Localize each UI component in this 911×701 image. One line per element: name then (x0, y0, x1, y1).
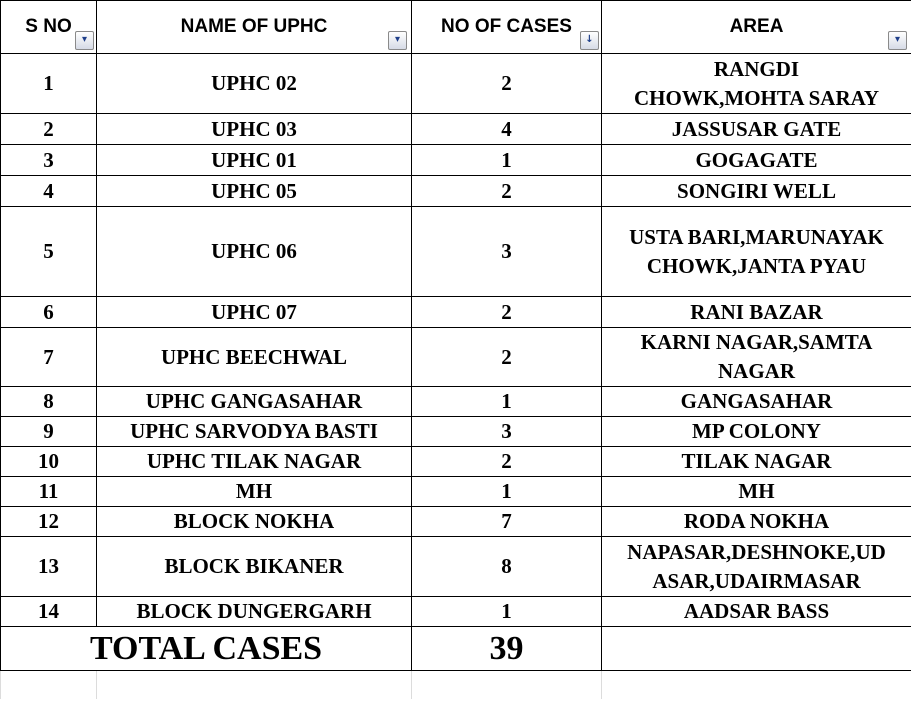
cell-area[interactable] (602, 176, 911, 207)
cell-cases[interactable]: 2 (412, 54, 602, 114)
area-line: MP COLONY (692, 419, 821, 443)
table-row (1, 176, 911, 207)
cell-cases[interactable]: 7 (412, 507, 602, 537)
area-line: RANI BAZAR (690, 299, 823, 324)
cell-cases[interactable]: 8 (412, 537, 602, 597)
cell-name[interactable]: UPHC 06 (97, 207, 412, 297)
chevron-down-icon: ▾ (894, 34, 901, 45)
table-row (1, 597, 911, 627)
header-area (602, 1, 911, 54)
area-line: AADSAR BASS (683, 599, 830, 623)
cell-name[interactable]: UPHC 02 (97, 54, 412, 114)
header-name (97, 1, 412, 54)
area-line: TILAK NAGAR (681, 449, 832, 473)
cell-cases[interactable]: 2 (412, 447, 602, 477)
table-row (1, 387, 911, 417)
cell-s-no[interactable]: 7 (1, 328, 97, 387)
area-line: RANGDI (713, 56, 800, 81)
header-cases-label: NO OF CASES (441, 16, 572, 37)
area-line: GOGAGATE (695, 147, 818, 172)
header-cases (412, 1, 602, 54)
cell-s-no[interactable]: 9 (1, 417, 97, 447)
cell-name[interactable]: UPHC TILAK NAGAR (97, 447, 412, 477)
table-row (1, 507, 911, 537)
cell-cases[interactable]: 2 (412, 176, 602, 207)
table-row (1, 54, 911, 114)
cell-area[interactable] (602, 207, 911, 297)
cell-area[interactable] (602, 114, 911, 145)
header-row (1, 1, 911, 54)
cell-cases[interactable]: 1 (412, 387, 602, 417)
cell-s-no[interactable]: 10 (1, 447, 97, 477)
cell-area[interactable] (602, 387, 911, 417)
area-line: GANGASAHAR (680, 389, 833, 413)
area-line: RODA NOKHA (683, 509, 830, 533)
area-line: CHOWK,JANTA PYAU (646, 253, 867, 278)
cell-cases[interactable]: 2 (412, 328, 602, 387)
cell-s-no[interactable]: 1 (1, 54, 97, 114)
empty-cell[interactable] (97, 671, 412, 699)
cell-cases[interactable]: 3 (412, 207, 602, 297)
cell-name[interactable]: UPHC 01 (97, 145, 412, 176)
header-s-no-label: S NO (25, 16, 72, 37)
filter-dropdown-s-no[interactable] (75, 31, 94, 50)
cell-s-no[interactable]: 6 (1, 297, 97, 328)
area-line: KARNI NAGAR,SAMTA (640, 330, 873, 354)
chevron-down-icon: ▾ (394, 34, 401, 45)
table-body (1, 54, 911, 699)
cell-s-no[interactable]: 12 (1, 507, 97, 537)
cell-area[interactable] (602, 297, 911, 328)
sort-filter-dropdown-cases[interactable] (580, 31, 599, 50)
cell-cases[interactable]: 1 (412, 477, 602, 507)
table-row (1, 145, 911, 176)
cell-area[interactable] (602, 54, 911, 114)
cell-name[interactable]: BLOCK DUNGERGARH (97, 597, 412, 627)
table-row (1, 297, 911, 328)
cell-name[interactable]: UPHC SARVODYA BASTI (97, 417, 412, 447)
header-s-no (1, 1, 97, 54)
table-row (1, 207, 911, 297)
area-line: USTA BARI,MARUNAYAK (629, 224, 884, 249)
cell-name[interactable]: UPHC 05 (97, 176, 412, 207)
cell-area[interactable] (602, 597, 911, 627)
table-row (1, 114, 911, 145)
cell-s-no[interactable]: 2 (1, 114, 97, 145)
table-row (1, 537, 911, 597)
header-name-label: NAME OF UPHC (180, 16, 328, 37)
cell-name[interactable]: BLOCK NOKHA (97, 507, 412, 537)
cell-area[interactable] (602, 447, 911, 477)
cell-s-no[interactable]: 5 (1, 207, 97, 297)
cell-s-no[interactable]: 4 (1, 176, 97, 207)
cell-area[interactable] (602, 145, 911, 176)
cell-name[interactable]: UPHC 07 (97, 297, 412, 328)
empty-cell[interactable] (1, 671, 97, 699)
cell-cases[interactable]: 3 (412, 417, 602, 447)
cell-name[interactable]: BLOCK BIKANER (97, 537, 412, 597)
cell-name[interactable]: MH (97, 477, 412, 507)
table-row (1, 447, 911, 477)
table-row (1, 328, 911, 387)
cell-area[interactable] (602, 537, 911, 597)
table-row (1, 477, 911, 507)
area-line: SONGIRI WELL (677, 178, 836, 203)
area-line: JASSUSAR GATE (671, 116, 842, 141)
total-label[interactable]: TOTAL CASES (1, 627, 412, 671)
cell-cases[interactable]: 4 (412, 114, 602, 145)
empty-cell[interactable] (412, 671, 602, 699)
sort-descending-icon: ↓ (585, 34, 594, 45)
cell-cases[interactable]: 1 (412, 145, 602, 176)
cell-s-no[interactable]: 8 (1, 387, 97, 417)
filter-dropdown-name[interactable] (388, 31, 407, 50)
area-line: ASAR,UDAIRMASAR (652, 568, 861, 593)
cell-cases[interactable]: 1 (412, 597, 602, 627)
cell-name[interactable]: UPHC 03 (97, 114, 412, 145)
area-line: MH (738, 479, 775, 503)
area-line: NAPASAR,DESHNOKE,UD (627, 539, 886, 564)
area-line: CHOWK,MOHTA SARAY (633, 85, 880, 110)
area-line: NAGAR (718, 359, 795, 383)
table-row (1, 417, 911, 447)
cell-name[interactable]: UPHC GANGASAHAR (97, 387, 412, 417)
total-empty-cell[interactable] (602, 627, 911, 671)
cell-area[interactable] (602, 507, 911, 537)
cell-s-no[interactable]: 11 (1, 477, 97, 507)
total-row (1, 627, 911, 671)
cell-s-no[interactable]: 3 (1, 145, 97, 176)
total-value[interactable]: 39 (412, 627, 602, 671)
empty-cell[interactable] (602, 671, 911, 699)
chevron-down-icon: ▾ (81, 34, 88, 45)
cell-area[interactable] (602, 417, 911, 447)
cell-s-no[interactable]: 13 (1, 537, 97, 597)
cell-area[interactable] (602, 328, 911, 387)
empty-row (1, 671, 911, 699)
cell-cases[interactable]: 2 (412, 297, 602, 328)
cell-name[interactable]: UPHC BEECHWAL (97, 328, 412, 387)
header-area-label: AREA (729, 16, 784, 37)
filter-dropdown-area[interactable] (888, 31, 907, 50)
cell-s-no[interactable]: 14 (1, 597, 97, 627)
cell-area[interactable] (602, 477, 911, 507)
